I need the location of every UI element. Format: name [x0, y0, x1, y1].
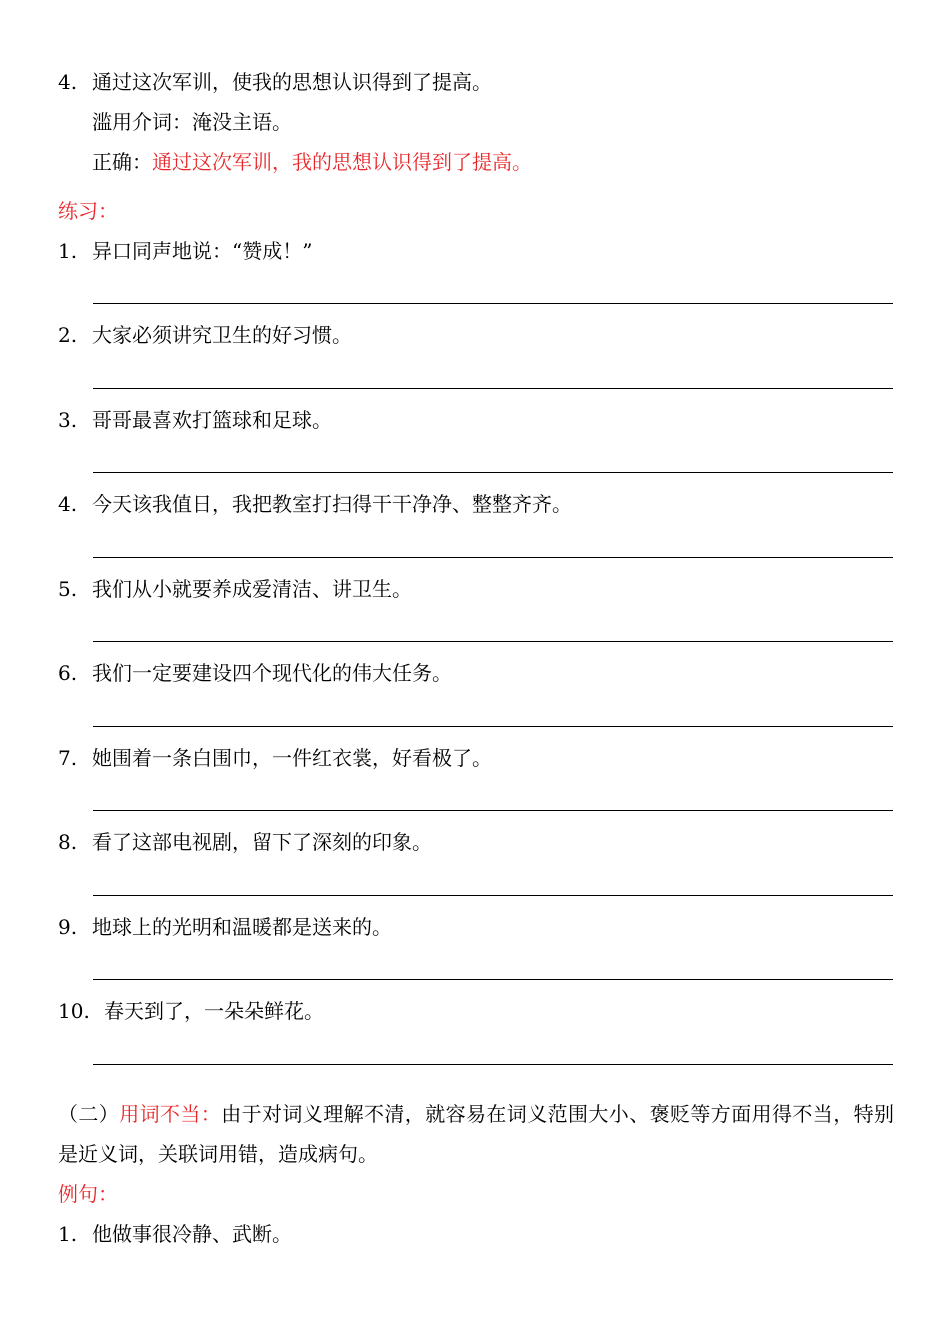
item-text: 地球上的光明和温暖都是送来的。 — [92, 915, 392, 939]
item-number: 10. — [58, 999, 90, 1023]
example-correction — [92, 148, 532, 176]
answer-line[interactable] — [93, 472, 893, 473]
answer-line[interactable] — [93, 388, 893, 389]
item-text: 春天到了，一朵朵鲜花。 — [104, 999, 324, 1023]
practice-item — [58, 744, 492, 772]
practice-item — [58, 237, 312, 265]
item-number: 7. — [58, 746, 78, 770]
example-sentence — [58, 68, 492, 96]
sentence-text: 通过这次军训，使我的思想认识得到了提高。 — [92, 70, 492, 94]
correct-text: 通过这次军训，我的思想认识得到了提高。 — [152, 150, 532, 174]
practice-item — [58, 997, 324, 1025]
example-analysis: 滥用介词：淹没主语。 — [92, 110, 292, 134]
item-text: 大家必须讲究卫生的好习惯。 — [92, 323, 352, 347]
item-text: 我们从小就要养成爱清洁、讲卫生。 — [92, 577, 412, 601]
item-text: 我们一定要建设四个现代化的伟大任务。 — [92, 661, 452, 685]
answer-line[interactable] — [93, 895, 893, 896]
practice-item — [58, 490, 572, 518]
item-number: 5. — [58, 577, 78, 601]
section-title: 用词不当： — [119, 1102, 222, 1126]
examples-heading: 例句： — [58, 1182, 118, 1206]
item-number: 4. — [58, 492, 78, 516]
practice-item — [58, 321, 352, 349]
item-text: 看了这部电视剧，留下了深刻的印象。 — [92, 830, 432, 854]
answer-line[interactable] — [93, 641, 893, 642]
answer-line[interactable] — [93, 303, 893, 304]
item-number: 1. — [58, 239, 78, 263]
practice-item — [58, 575, 412, 603]
section-prefix: （二） — [58, 1102, 120, 1126]
practice-heading: 练习： — [58, 199, 118, 223]
item-number: 4. — [58, 70, 78, 94]
item-number: 6. — [58, 661, 78, 685]
practice-item — [58, 913, 392, 941]
item-number: 1. — [58, 1222, 78, 1246]
item-number: 3. — [58, 408, 78, 432]
item-number: 2. — [58, 323, 78, 347]
correct-label: 正确： — [92, 150, 152, 174]
item-text: 今天该我值日，我把教室打扫得干干净净、整整齐齐。 — [92, 492, 572, 516]
item-text: 异口同声地说：“赞成！” — [92, 239, 313, 263]
answer-line[interactable] — [93, 557, 893, 558]
item-text: 他做事很冷静、武断。 — [92, 1222, 292, 1246]
answer-line[interactable] — [93, 726, 893, 727]
item-number: 9. — [58, 915, 78, 939]
item-text: 哥哥最喜欢打篮球和足球。 — [92, 408, 332, 432]
practice-item — [58, 406, 332, 434]
practice-item — [58, 659, 452, 687]
practice-item — [58, 828, 432, 856]
item-number: 8. — [58, 830, 78, 854]
example-item — [58, 1220, 292, 1248]
answer-line[interactable] — [93, 979, 893, 980]
answer-line[interactable] — [93, 810, 893, 811]
item-text: 她围着一条白围巾，一件红衣裳，好看极了。 — [92, 746, 492, 770]
section-text: 由于对词义理解不清，就容易在词义范围大小、褒贬等方面用得不当，特别是近义词，关联词用错，造成病句。 — [58, 1102, 895, 1166]
answer-line[interactable] — [93, 1064, 893, 1065]
section-description — [58, 1094, 894, 1174]
